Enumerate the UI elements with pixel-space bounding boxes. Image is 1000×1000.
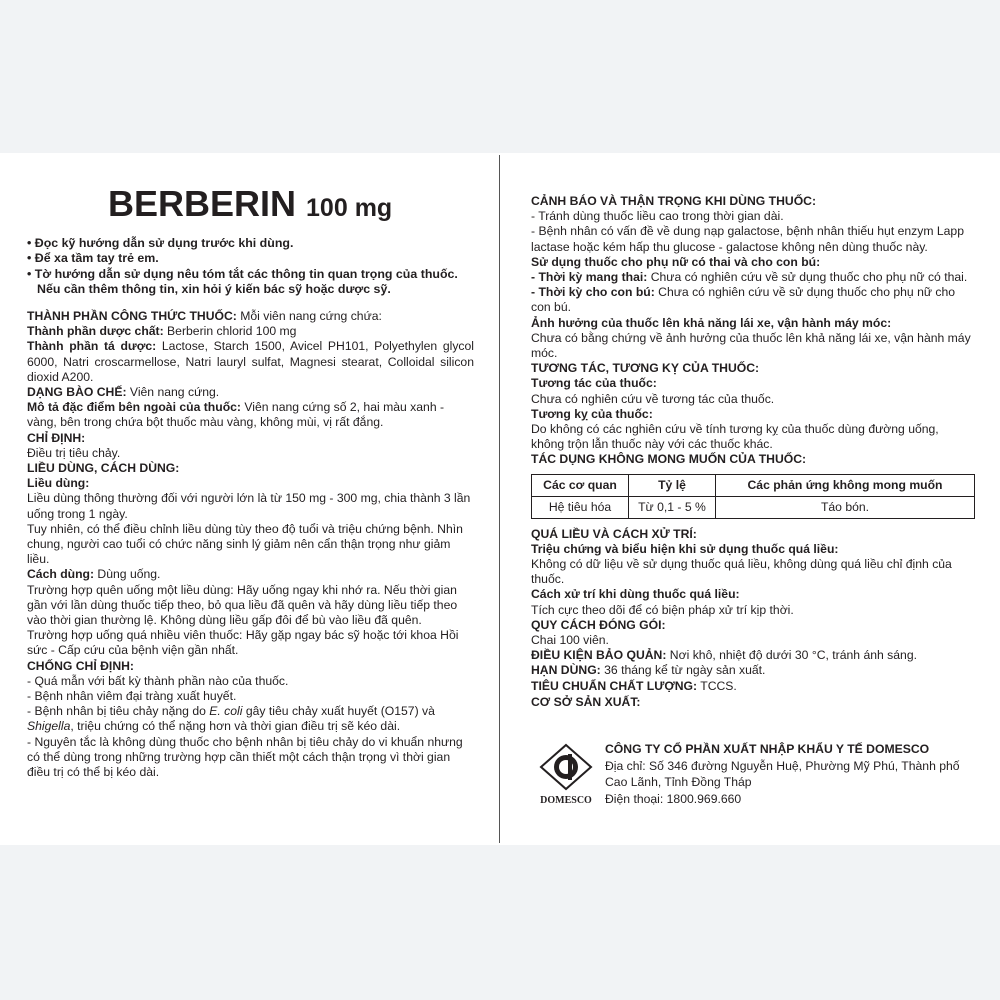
driving-text: Chưa có bằng chứng về ảnh hưởng của thuốc lên khả năng lái xe, vận hành máy móc. [531, 330, 971, 361]
warning-item: • Tờ hướng dẫn sử dụng nêu tóm tắt các thông tin quan trọng của thuốc. [27, 266, 458, 281]
overdose-symptoms-subheading-text: Triệu chứng và biểu hiện khi sử dụng thuốc quá liều: [531, 541, 839, 556]
expiry-heading: HẠN DÙNG: [531, 663, 601, 678]
overdose-heading-text: QUÁ LIỀU VÀ CÁCH XỬ TRÍ: [531, 526, 697, 541]
overdose-treatment-subheading [531, 587, 975, 602]
product-name: BERBERIN [108, 183, 297, 224]
dose-paragraph-1: Liều dùng thông thường đối với người lớn là từ 150 mg - 300 mg, chia thành 3 lần uống trong 1 ngày. [27, 491, 471, 521]
packaging-heading [531, 618, 975, 633]
caution-item: - Bệnh nhân có vấn đề về dung nạp galactose, bệnh nhân thiếu hụt enzym Lapp lactase hoặc kém hấp thu glucose - galactose không nên dùng thuốc này. [531, 224, 964, 254]
composition-paragraph [27, 309, 474, 324]
standard-paragraph [531, 679, 975, 694]
driving-heading-text: Ảnh hưởng của thuốc lên khả năng lái xe, vận hành máy móc: [531, 315, 892, 330]
caution-item: - Tránh dùng thuốc liều cao trong thời gian dài. [531, 209, 784, 224]
excipient-paragraph [27, 339, 474, 385]
table-cell: Từ 0,1 - 5 % [629, 496, 716, 518]
contraindication-item [27, 704, 474, 734]
adverse-effects-table [531, 474, 975, 519]
interaction-subheading-text: Tương tác của thuốc: [531, 376, 657, 391]
lactation-label: - Thời kỳ cho con bú: [531, 285, 655, 300]
excipient-heading: Thành phần tá dược: [27, 339, 157, 354]
appearance-paragraph [27, 400, 474, 430]
missed-dose-paragraph: Trường hợp quên uống một liều dùng: Hãy uống ngay khi nhớ ra. Nếu thời gian gần với lần dùng thuốc tiếp theo, bỏ qua liều đã quên và hãy dùng liều tiếp theo vào thời gian thường lệ. Không dùng liều gấp đôi để bù vào liều đã quên. [27, 582, 458, 628]
expiry-paragraph [531, 663, 975, 678]
incompatibility-subheading-text: Tương kỵ của thuốc: [531, 406, 653, 421]
storage-paragraph [531, 648, 975, 663]
active-paragraph [27, 324, 474, 339]
warning-list [27, 236, 477, 297]
contraindication-item: - Quá mẫn với bất kỳ thành phần nào của thuốc. [27, 673, 289, 688]
indication-heading [27, 431, 474, 446]
warning-item: • Đọc kỹ hướng dẫn sử dụng trước khi dùng. [27, 236, 294, 250]
domesco-logo [531, 743, 601, 808]
standard-heading: TIÊU CHUẨN CHẤT LƯỢNG: [531, 678, 698, 693]
table-cell: Hệ tiêu hóa [532, 496, 629, 518]
indication-text: Điều trị tiêu chảy. [27, 445, 121, 460]
composition-heading: THÀNH PHẦN CÔNG THỨC THUỐC: [27, 309, 237, 323]
packaging-text: Chai 100 viên. [531, 633, 609, 648]
dosage-heading [27, 461, 474, 476]
contra-3-part: - Bệnh nhân bị tiêu chảy nặng do [27, 704, 210, 719]
interaction-heading-text: TƯƠNG TÁC, TƯƠNG KỴ CỦA THUỐC: [531, 361, 760, 376]
overdose-heading [531, 527, 975, 542]
composition-text: Mỗi viên nang cứng chứa: [236, 309, 382, 323]
ecoli-term: E. coli [209, 704, 243, 719]
incompatibility-text: Do không có các nghiên cứu về tính tương kỵ của thuốc dùng đường uống, không trộn lẫn thuốc này với các thuốc khác. [531, 422, 939, 452]
contraindication-item: - Nguyên tắc là không dùng thuốc cho bệnh nhân bị tiêu chảy do vi khuẩn nhưng có thể dùng trong những trường hợp cần thiết một cách thận trọng vì thời gian điều trị có thể bị kéo dài. [27, 734, 463, 780]
incompatibility-subheading [531, 407, 975, 422]
table-header-cell: Tỷ lệ [629, 474, 716, 496]
dose-heading [27, 476, 474, 491]
expiry-text: 36 tháng kể từ ngày sản xuất. [600, 663, 766, 678]
pregnancy-text: Chưa có nghiên cứu về sử dụng thuốc cho phụ nữ có thai. [647, 270, 968, 285]
standard-text: TCCS. [697, 678, 737, 693]
indication-heading-text: CHỈ ĐỊNH: [27, 430, 86, 445]
active-heading: Thành phần dược chất: [27, 324, 164, 339]
overdose-symptoms-subheading [531, 542, 975, 557]
left-column [27, 309, 474, 780]
storage-text: Nơi khô, nhiệt độ dưới 30 °C, tránh ánh sáng. [666, 648, 917, 663]
form-paragraph [27, 385, 474, 400]
dose-paragraph-2: Tuy nhiên, có thể điều chỉnh liều dùng tùy theo độ tuổi và triệu chứng bệnh. Nhìn chung, người cao tuổi có chức năng sinh lý giảm nên cẩn thận trọng như giảm liều. [27, 521, 463, 567]
caution-heading [531, 194, 975, 209]
adverse-effects-heading-text: TÁC DỤNG KHÔNG MONG MUỐN CỦA THUỐC: [531, 452, 807, 467]
adverse-effects-heading [531, 452, 975, 467]
company-name: CÔNG TY CỔ PHẦN XUẤT NHẬP KHẨU Y TẾ DOMESCO [605, 742, 930, 756]
logo-wordmark: DOMESCO [540, 795, 592, 806]
contra-3-part: gây tiêu chảy xuất huyết (O157) và [242, 704, 435, 719]
contraindication-heading [27, 659, 474, 674]
admin-heading: Cách dùng: [27, 567, 95, 582]
overdose-treatment-text: Tích cực theo dõi để có biện pháp xử trí kịp thời. [531, 602, 794, 617]
interaction-text: Chưa có nghiên cứu về tương tác của thuốc. [531, 391, 775, 406]
warning-item: • Để xa tầm tay trẻ em. [27, 251, 159, 266]
manufacturer-heading-text: CƠ SỞ SẢN XUẤT: [531, 694, 641, 709]
contraindication-heading-text: CHỐNG CHỈ ĐỊNH: [27, 658, 134, 673]
company-phone: Điện thoại: 1800.969.660 [605, 791, 742, 806]
lactation-paragraph [531, 285, 975, 315]
manufacturer-heading [531, 695, 975, 710]
driving-heading [531, 316, 975, 331]
warning-item: Nếu cần thêm thông tin, xin hỏi ý kiến bác sỹ hoặc dược sỹ. [37, 281, 391, 296]
dose-heading-text: Liều dùng: [27, 476, 90, 491]
pregnancy-heading-text: Sử dụng thuốc cho phụ nữ có thai và cho con bú: [531, 254, 821, 269]
shigella-term: Shigella [27, 719, 71, 734]
storage-heading: ĐIỀU KIỆN BẢO QUẢN: [531, 648, 667, 663]
pregnancy-label: - Thời kỳ mang thai: [531, 270, 648, 285]
interaction-heading [531, 361, 975, 376]
overdose-symptoms-text: Không có dữ liệu về sử dụng thuốc quá liều, không dùng quá liều chỉ định của thuốc. [531, 557, 952, 587]
product-title [108, 182, 392, 230]
company-address: Địa chỉ: Số 346 đường Nguyễn Huệ, Phường Mỹ Phú, Thành phố Cao Lãnh, Tỉnh Đồng Tháp [605, 758, 960, 789]
interaction-subheading [531, 376, 975, 391]
overdose-paragraph: Trường hợp uống quá nhiều viên thuốc: Hãy gặp ngay bác sỹ hoặc tới khoa Hồi sức - Cấp cứu của bệnh viện gần nhất. [27, 628, 459, 658]
table-header-cell: Các cơ quan [532, 474, 629, 496]
table-header-cell: Các phản ứng không mong muốn [716, 474, 975, 496]
contraindication-item: - Bệnh nhân viêm đại tràng xuất huyết. [27, 689, 237, 704]
dosage-heading-text: LIỀU DÙNG, CÁCH DÙNG: [27, 461, 180, 476]
table-cell: Táo bón. [716, 496, 975, 518]
product-dose: 100 mg [306, 194, 393, 222]
admin-text: Dùng uống. [94, 567, 161, 582]
table-header-row [532, 474, 975, 496]
overdose-treatment-subheading-text: Cách xử trí khi dùng thuốc quá liều: [531, 587, 740, 602]
admin-paragraph [27, 567, 474, 582]
pregnancy-paragraph [531, 270, 975, 285]
form-text: Viên nang cứng. [126, 385, 220, 400]
packaging-heading-text: QUY CÁCH ĐÓNG GÓI: [531, 617, 666, 632]
contra-3-part: , triệu chứng có thể nặng hơn và thời gian điều trị sẽ kéo dài. [70, 719, 401, 734]
manufacturer-block [605, 741, 980, 807]
active-text: Berberin chlorid 100 mg [163, 324, 297, 339]
pregnancy-heading [531, 255, 975, 270]
excipient-text: Lactose, Starch 1500, Avicel PH101, Polyethylen glycol 6000, Natri croscarmellose, Natri lauryl sulfat, Magnesi stearat, Colloidal silicon dioxid A200. [27, 339, 475, 384]
column-divider [499, 155, 500, 843]
appearance-text: Viên nang cứng số 2, hai màu xanh - vàng, bên trong chứa bột thuốc màu vàng, không mùi, vị rất đắng. [27, 400, 445, 430]
right-column [531, 194, 975, 710]
lactation-text: Chưa có nghiên cứu về sử dụng thuốc cho phụ nữ cho con bú. [531, 285, 956, 315]
table-row [532, 496, 975, 518]
appearance-heading: Mô tả đặc điểm bên ngoài của thuốc: [27, 400, 241, 415]
form-heading: DẠNG BÀO CHẾ: [27, 385, 127, 400]
caution-heading-text: CẢNH BÁO VÀ THẬN TRỌNG KHI DÙNG THUỐC: [531, 194, 817, 208]
